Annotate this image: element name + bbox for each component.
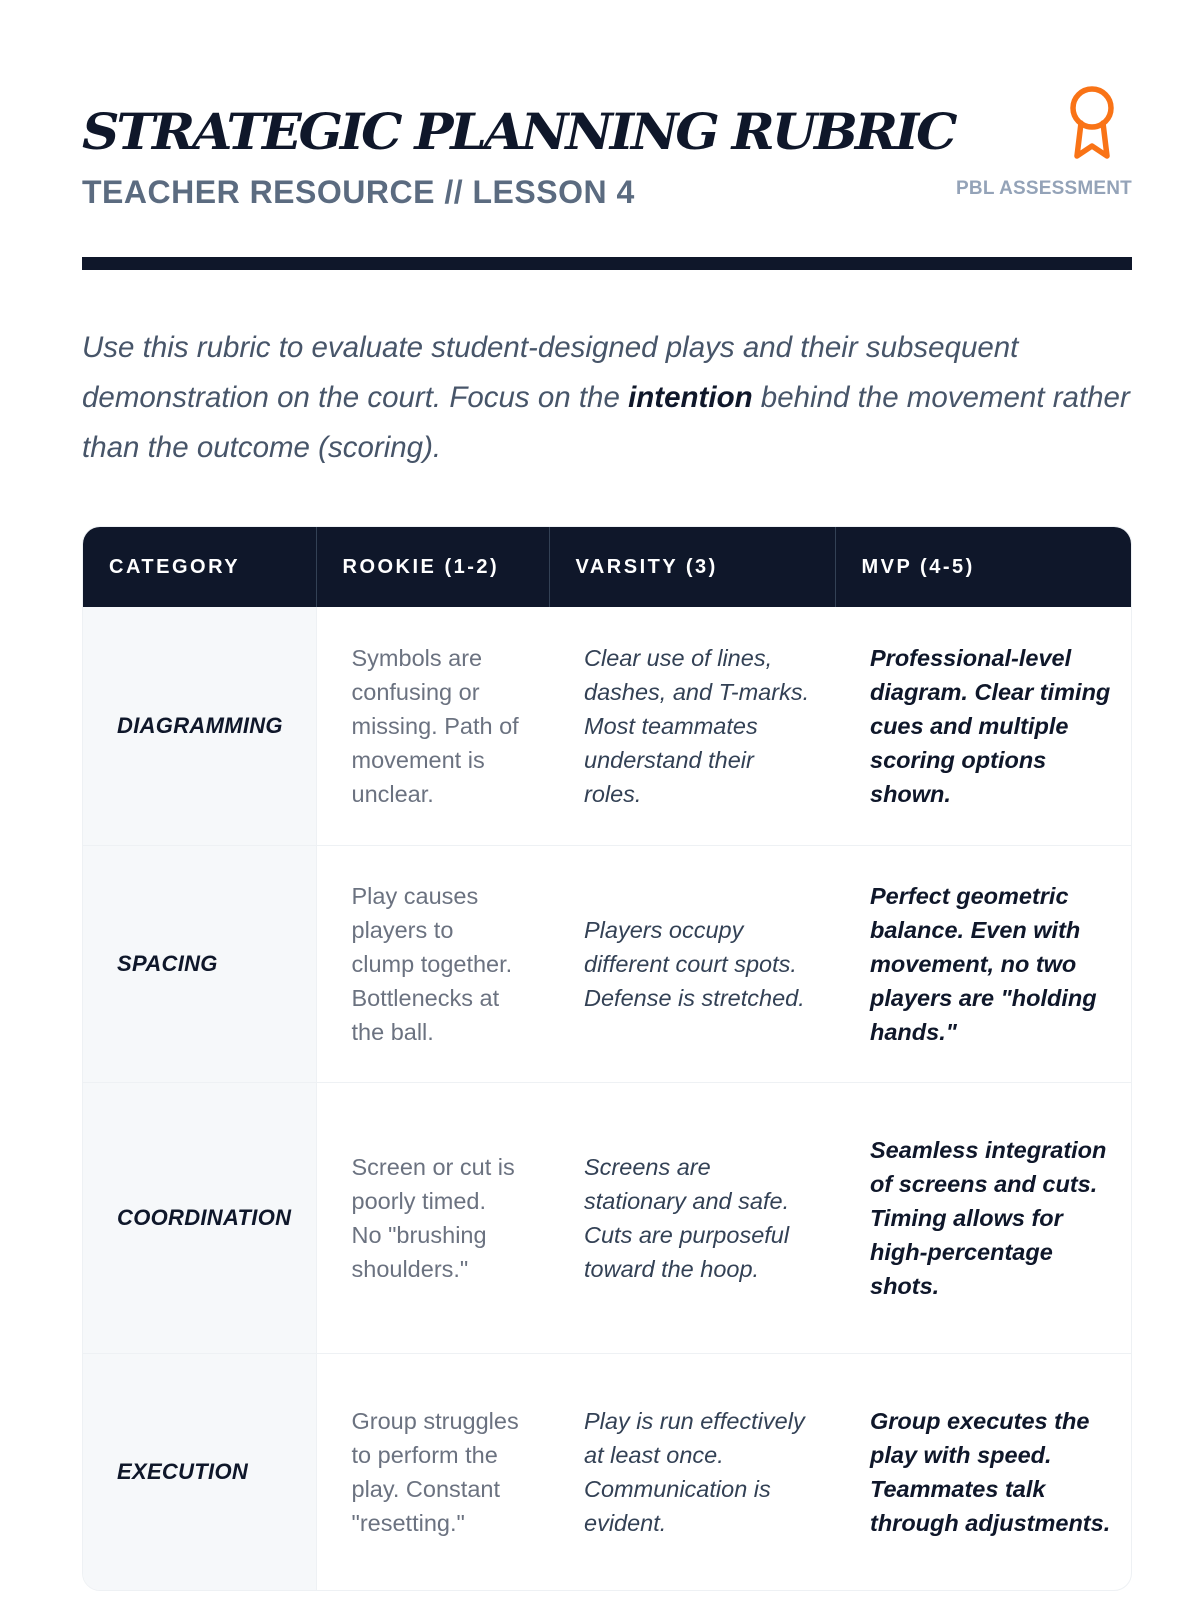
varsity-cell: Players occupy different court spots. Defense is stretched. bbox=[549, 845, 835, 1082]
table-row bbox=[83, 1353, 1132, 1590]
rookie-cell: Screen or cut is poorly timed. No "brushing shoulders." bbox=[316, 1082, 549, 1353]
mvp-cell: Perfect geometric balance. Even with movement, no two players are "holding hands." bbox=[835, 845, 1132, 1082]
award-icon bbox=[1066, 84, 1118, 162]
mvp-cell: Group executes the play with speed. Teammates talk through adjustments. bbox=[870, 1407, 1111, 1536]
varsity-cell: Clear use of lines, dashes, and T-marks. Most teammates understand their roles. bbox=[549, 607, 835, 845]
page-subtitle: TEACHER RESOURCE // LESSON 4 bbox=[82, 174, 635, 210]
category-cell: SPACING bbox=[83, 845, 316, 1082]
mvp-cell: Seamless integration of screens and cuts. Timing allows for high-percentage shots. bbox=[835, 1082, 1132, 1353]
intro-text-before: Use this rubric to evaluate student-designed plays and their subsequent demonstration on the court. Focus on the bbox=[82, 331, 1019, 414]
intro-text-after: behind the movement rather than the outcome (scoring). bbox=[82, 381, 1130, 464]
varsity-cell: Screens are stationary and safe. Cuts are purposeful toward the hoop. bbox=[549, 1082, 835, 1353]
category-cell: EXECUTION bbox=[83, 1353, 316, 1590]
intro-emphasis: intention bbox=[628, 381, 753, 414]
mvp-cell: Professional-level diagram. Clear timing cues and multiple scoring options shown. bbox=[835, 607, 1132, 845]
table-row bbox=[83, 607, 1132, 845]
header-varsity: VARSITY (3) bbox=[549, 527, 835, 607]
header-category: CATEGORY bbox=[83, 527, 316, 607]
category-cell: COORDINATION bbox=[83, 1082, 316, 1353]
badge-label: PBL ASSESSMENT bbox=[956, 178, 1132, 199]
rookie-cell: Symbols are confusing or missing. Path of movement is unclear. bbox=[316, 607, 549, 845]
table-row bbox=[83, 1082, 1132, 1353]
page-title: STRATEGIC PLANNING RUBRIC bbox=[82, 102, 955, 161]
header-divider bbox=[82, 257, 1132, 270]
category-cell: DIAGRAMMING bbox=[83, 607, 316, 845]
varsity-cell: Play is run effectively at least once. Communication is evident. bbox=[584, 1407, 805, 1536]
table-header-row bbox=[83, 527, 1132, 607]
rookie-cell: Group struggles to perform the play. Constant "resetting." bbox=[351, 1407, 519, 1536]
intro-paragraph bbox=[82, 323, 1142, 473]
header-rookie: ROOKIE (1-2) bbox=[316, 527, 549, 607]
header-mvp: MVP (4-5) bbox=[861, 555, 975, 578]
page-header bbox=[82, 96, 1132, 216]
table-row bbox=[83, 845, 1132, 1082]
rubric-table bbox=[83, 527, 1132, 1590]
rubric-table-container bbox=[82, 526, 1132, 1591]
assessment-badge bbox=[932, 84, 1132, 214]
rookie-cell: Play causes players to clump together. Bottlenecks at the ball. bbox=[316, 845, 549, 1082]
